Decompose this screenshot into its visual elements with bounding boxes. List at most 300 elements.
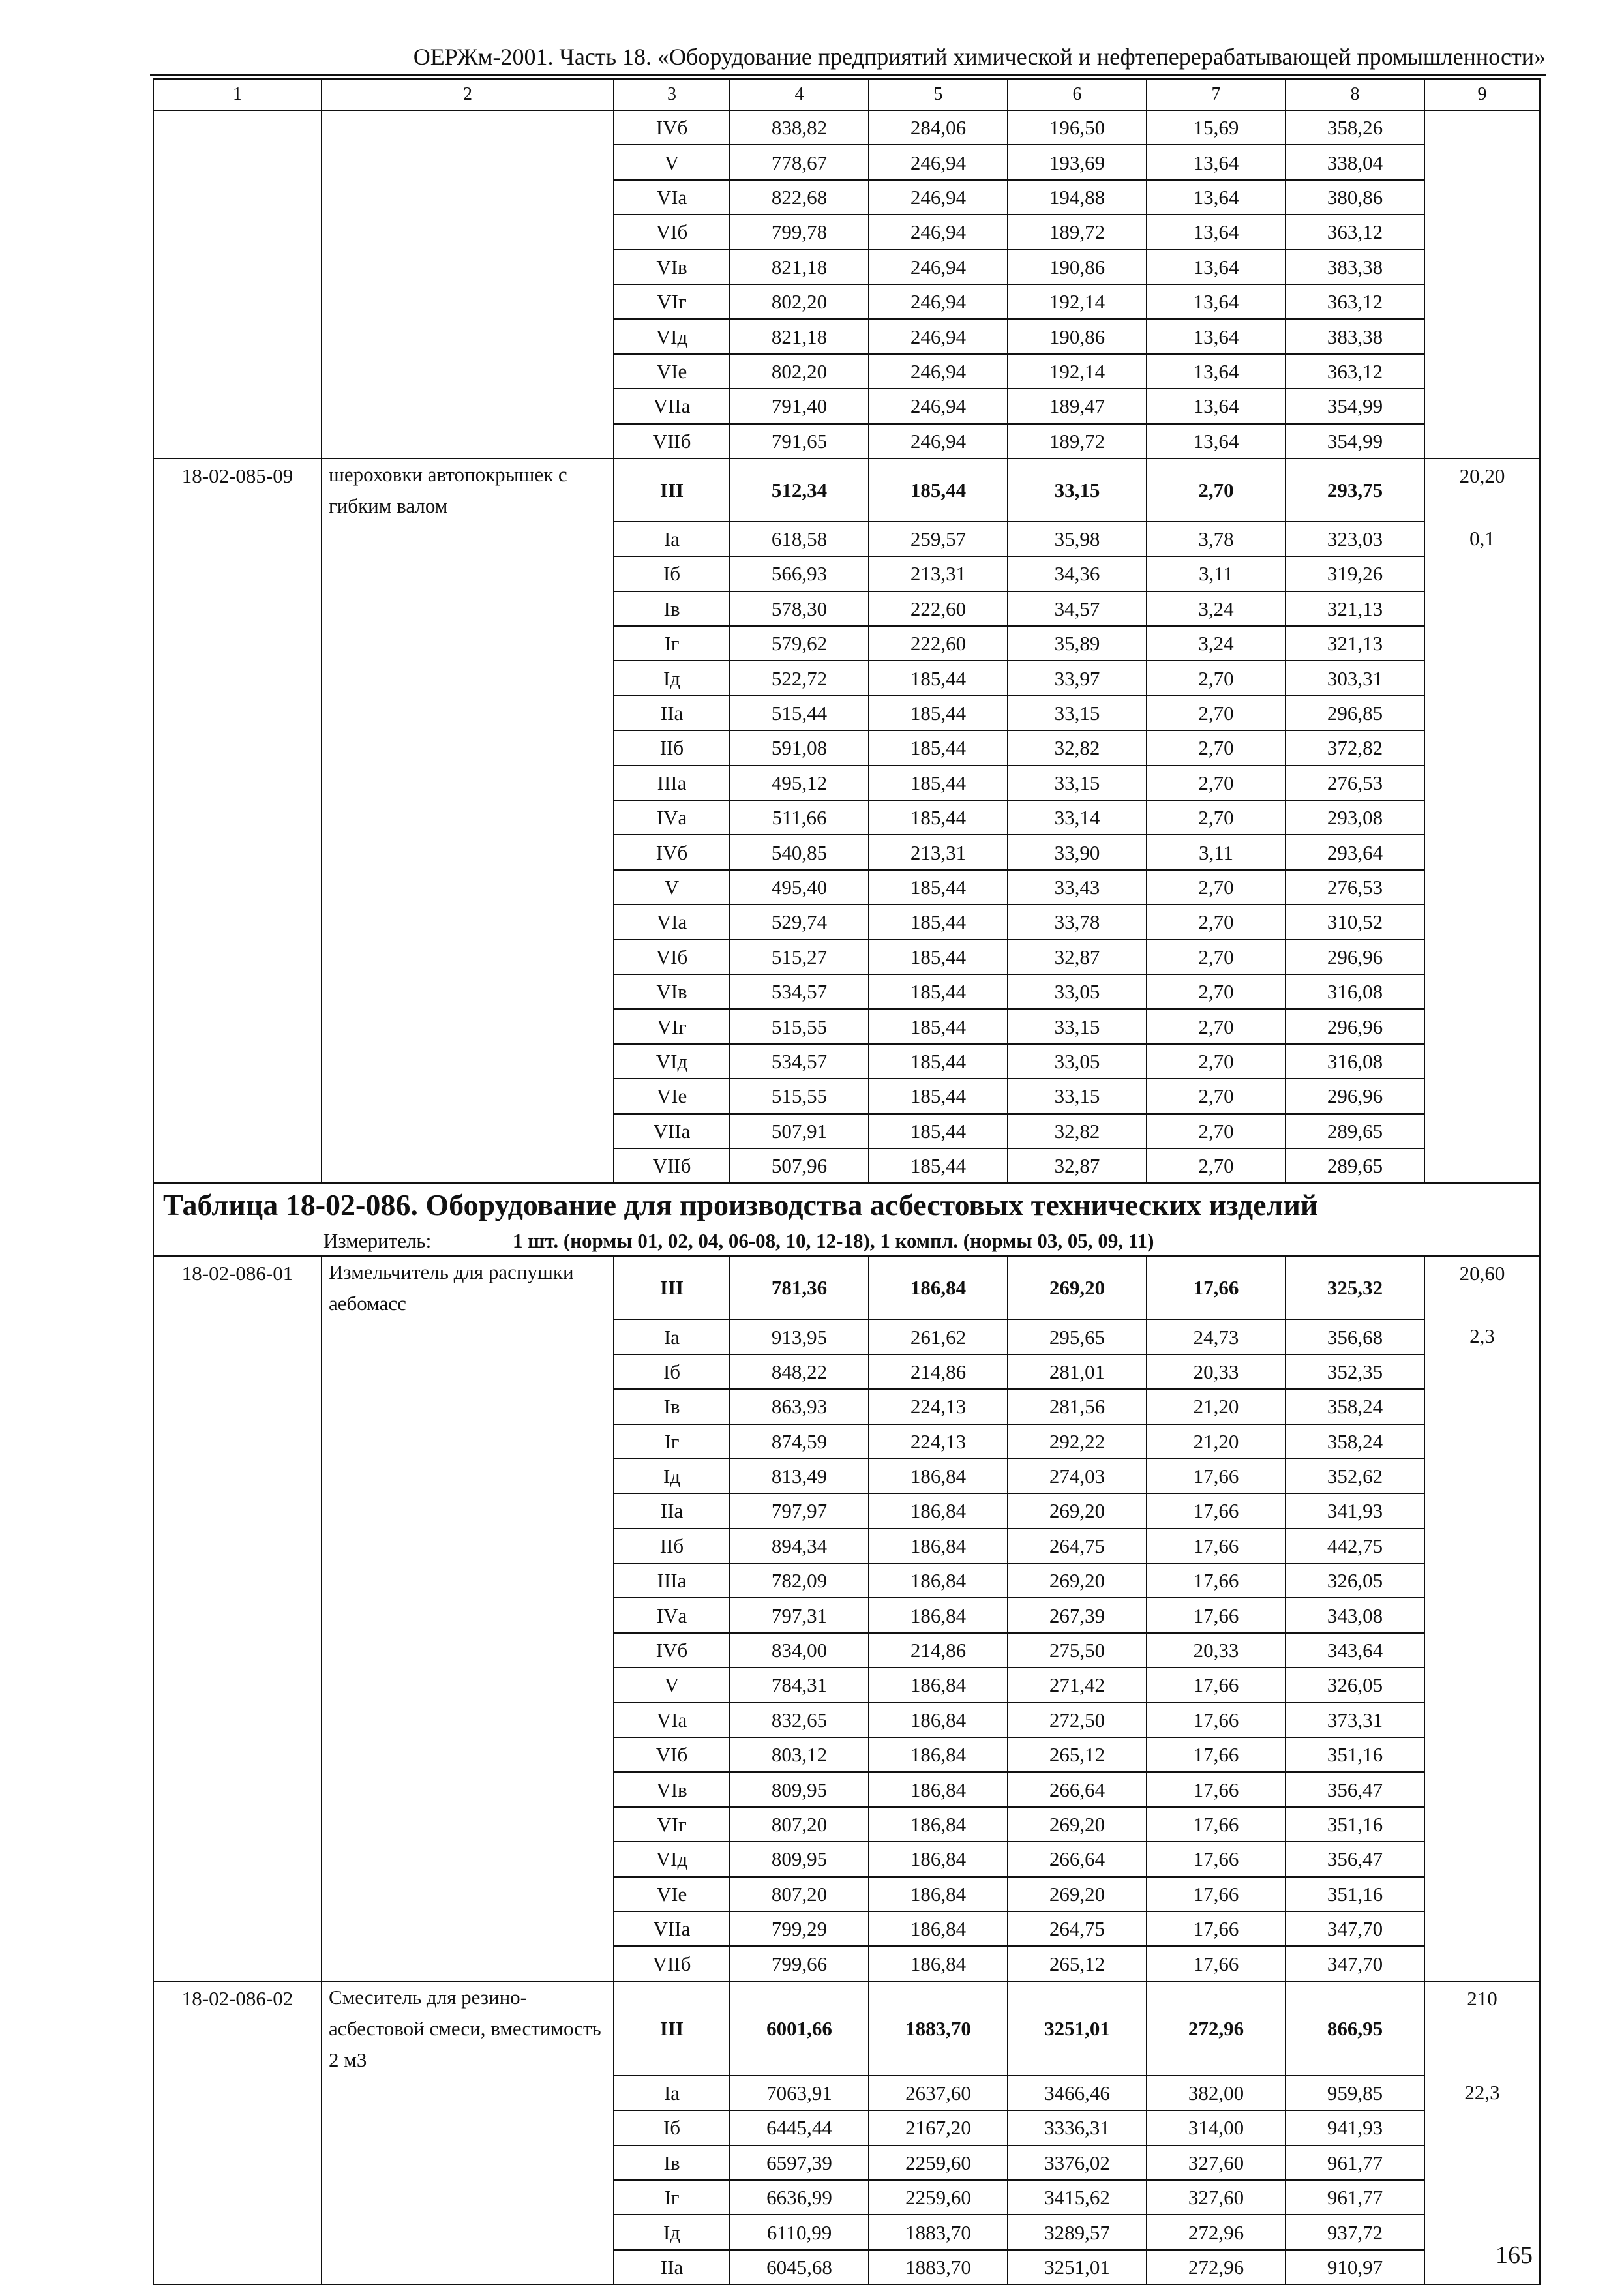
norm-value: 3289,57 — [1008, 2215, 1147, 2249]
norm-value: 2259,60 — [869, 2180, 1008, 2215]
table-row — [153, 974, 1540, 1009]
norm-description — [322, 2215, 614, 2249]
table-row — [153, 145, 1540, 179]
norm-value: 186,84 — [869, 1737, 1008, 1772]
norm-value: 341,93 — [1286, 1493, 1424, 1528]
norm-value: 13,64 — [1147, 250, 1286, 284]
norm-description — [322, 180, 614, 215]
norm-value: 2,70 — [1147, 1148, 1286, 1183]
norm-value: 17,66 — [1147, 1772, 1286, 1806]
table-row — [153, 1114, 1540, 1148]
norm-value: 2,70 — [1147, 940, 1286, 974]
norm-code — [153, 1598, 322, 1632]
resource-value — [1424, 696, 1540, 730]
norm-value: 3,78 — [1147, 522, 1286, 556]
table-row — [153, 110, 1540, 145]
norm-code — [153, 661, 322, 695]
resource-value — [1424, 2110, 1540, 2145]
norm-code: 18-02-085-09 — [153, 458, 322, 522]
norm-value: 33,05 — [1008, 974, 1147, 1009]
norm-value: 3,24 — [1147, 626, 1286, 661]
norm-value: 265,12 — [1008, 1946, 1147, 1981]
norm-code — [153, 2076, 322, 2110]
table-row — [153, 2076, 1540, 2110]
norm-value: 185,44 — [869, 730, 1008, 765]
table-row — [153, 766, 1540, 800]
norm-value: 2,70 — [1147, 766, 1286, 800]
norm-description — [322, 626, 614, 661]
norm-value: 32,82 — [1008, 730, 1147, 765]
norm-code — [153, 2146, 322, 2180]
norm-value: 224,13 — [869, 1424, 1008, 1459]
norm-value: 186,84 — [869, 1807, 1008, 1842]
norm-code — [153, 974, 322, 1009]
norm-value: 296,85 — [1286, 696, 1424, 730]
norm-value: 383,38 — [1286, 250, 1424, 284]
table-row — [153, 870, 1540, 905]
norm-description — [322, 1319, 614, 1354]
norm-value: 186,84 — [869, 1563, 1008, 1598]
table-row — [153, 661, 1540, 695]
region-zone: Iг — [614, 1424, 730, 1459]
resource-value — [1424, 1114, 1540, 1148]
norm-value: 961,77 — [1286, 2146, 1424, 2180]
norm-value: 797,31 — [730, 1598, 869, 1632]
resource-value — [1424, 389, 1540, 423]
resource-value — [1424, 1946, 1540, 1981]
norm-description — [322, 1703, 614, 1737]
norm-value: 326,05 — [1286, 1668, 1424, 1702]
norm-description — [322, 110, 614, 145]
norm-code — [153, 424, 322, 458]
norm-value: 24,73 — [1147, 1319, 1286, 1354]
region-zone: IIа — [614, 696, 730, 730]
resource-value — [1424, 110, 1540, 145]
norm-value: 17,66 — [1147, 1877, 1286, 1911]
measure-cell — [153, 1227, 1540, 1256]
norm-code — [153, 1946, 322, 1981]
norm-value: 2,70 — [1147, 1079, 1286, 1113]
norm-code — [153, 1737, 322, 1772]
norm-value: 838,82 — [730, 110, 869, 145]
norm-value: 246,94 — [869, 319, 1008, 353]
norm-value: 863,93 — [730, 1389, 869, 1424]
norm-description — [322, 2146, 614, 2180]
norm-value: 185,44 — [869, 870, 1008, 905]
norm-description — [322, 1148, 614, 1183]
norm-value: 33,14 — [1008, 800, 1147, 835]
table-row — [153, 389, 1540, 423]
norm-value: 2,70 — [1147, 730, 1286, 765]
norm-code — [153, 284, 322, 319]
table-row — [153, 626, 1540, 661]
norm-value: 356,68 — [1286, 1319, 1424, 1354]
region-zone: Iа — [614, 2076, 730, 2110]
norm-description — [322, 284, 614, 319]
norm-value: 35,98 — [1008, 522, 1147, 556]
region-zone: VIб — [614, 1737, 730, 1772]
norm-value: 33,15 — [1008, 1009, 1147, 1043]
norm-value: 186,84 — [869, 1529, 1008, 1563]
region-zone: V — [614, 870, 730, 905]
norm-value: 214,86 — [869, 1633, 1008, 1668]
resource-value — [1424, 1354, 1540, 1389]
table-row — [153, 458, 1540, 522]
norm-value: 261,62 — [869, 1319, 1008, 1354]
table-row — [153, 1529, 1540, 1563]
norms-table — [153, 78, 1541, 2285]
table-row — [153, 1389, 1540, 1424]
norm-code — [153, 2215, 322, 2249]
region-zone: VIв — [614, 250, 730, 284]
resource-value — [1424, 1911, 1540, 1946]
region-zone: V — [614, 145, 730, 179]
norm-value: 782,09 — [730, 1563, 869, 1598]
region-zone: VIд — [614, 1842, 730, 1876]
norm-value: 2259,60 — [869, 2146, 1008, 2180]
norm-value: 17,66 — [1147, 1668, 1286, 1702]
norm-value: 13,64 — [1147, 284, 1286, 319]
norm-description — [322, 1114, 614, 1148]
norm-code — [153, 180, 322, 215]
resource-value — [1424, 1389, 1540, 1424]
table-row — [153, 1911, 1540, 1946]
norm-code — [153, 1493, 322, 1528]
norm-value: 319,26 — [1286, 556, 1424, 591]
norm-value: 813,49 — [730, 1459, 869, 1493]
norm-value: 781,36 — [730, 1256, 869, 1319]
table-row — [153, 180, 1540, 215]
region-zone: IIб — [614, 730, 730, 765]
norm-value: 321,13 — [1286, 591, 1424, 626]
norm-value: 276,53 — [1286, 766, 1424, 800]
norm-description — [322, 696, 614, 730]
norm-value: 185,44 — [869, 974, 1008, 1009]
norm-value: 186,84 — [869, 1459, 1008, 1493]
norm-value: 959,85 — [1286, 2076, 1424, 2110]
measure-label: Измеритель: — [323, 1229, 432, 1253]
norm-value: 913,95 — [730, 1319, 869, 1354]
norm-value: 190,86 — [1008, 250, 1147, 284]
table-row — [153, 1354, 1540, 1389]
norm-value: 274,03 — [1008, 1459, 1147, 1493]
norm-value: 33,15 — [1008, 458, 1147, 522]
norm-code — [153, 1563, 322, 1598]
norm-value: 303,31 — [1286, 661, 1424, 695]
norm-value: 3,11 — [1147, 835, 1286, 869]
norm-value: 296,96 — [1286, 1009, 1424, 1043]
norm-value: 507,96 — [730, 1148, 869, 1183]
norm-value: 295,65 — [1008, 1319, 1147, 1354]
norm-code — [153, 145, 322, 179]
region-zone: VIа — [614, 1703, 730, 1737]
norm-value: 3251,01 — [1008, 2250, 1147, 2284]
region-zone: Iд — [614, 2215, 730, 2249]
norm-value: 17,66 — [1147, 1493, 1286, 1528]
norm-value: 189,72 — [1008, 424, 1147, 458]
norm-value: 33,43 — [1008, 870, 1147, 905]
norm-value: 1883,70 — [869, 2250, 1008, 2284]
table-row — [153, 354, 1540, 389]
resource-value — [1424, 766, 1540, 800]
norm-value: 17,66 — [1147, 1529, 1286, 1563]
norm-value: 33,78 — [1008, 905, 1147, 939]
norm-description — [322, 1354, 614, 1389]
resource-value — [1424, 870, 1540, 905]
norm-value: 17,66 — [1147, 1842, 1286, 1876]
norm-value: 515,27 — [730, 940, 869, 974]
norm-value: 363,12 — [1286, 215, 1424, 249]
resource-value — [1424, 1148, 1540, 1183]
norm-code — [153, 2250, 322, 2284]
norm-value: 13,64 — [1147, 424, 1286, 458]
table-row — [153, 250, 1540, 284]
norm-value: 799,78 — [730, 215, 869, 249]
norm-value: 13,64 — [1147, 180, 1286, 215]
norm-value: 354,99 — [1286, 424, 1424, 458]
norm-code — [153, 1668, 322, 1702]
norm-value: 351,16 — [1286, 1737, 1424, 1772]
resource-value — [1424, 2180, 1540, 2215]
norm-value: 2,70 — [1147, 800, 1286, 835]
norm-value: 269,20 — [1008, 1493, 1147, 1528]
table-row — [153, 905, 1540, 939]
norm-value: 2637,60 — [869, 2076, 1008, 2110]
region-zone: Iд — [614, 661, 730, 695]
norm-value: 6045,68 — [730, 2250, 869, 2284]
norm-value: 2,70 — [1147, 974, 1286, 1009]
norm-code — [153, 2110, 322, 2145]
table-row — [153, 1148, 1540, 1183]
norm-description — [322, 1079, 614, 1113]
norm-description — [322, 2250, 614, 2284]
region-zone: VIб — [614, 940, 730, 974]
norm-value: 495,40 — [730, 870, 869, 905]
norm-value: 246,94 — [869, 284, 1008, 319]
norm-value: 272,96 — [1147, 1981, 1286, 2076]
norm-value: 807,20 — [730, 1877, 869, 1911]
norm-description — [322, 835, 614, 869]
norm-value: 3,11 — [1147, 556, 1286, 591]
norm-value: 512,34 — [730, 458, 869, 522]
region-zone: IIIа — [614, 1563, 730, 1598]
region-zone: VIг — [614, 284, 730, 319]
norm-value: 21,20 — [1147, 1389, 1286, 1424]
table-row — [153, 730, 1540, 765]
norm-value: 3336,31 — [1008, 2110, 1147, 2145]
region-zone: VIе — [614, 354, 730, 389]
norm-value: 2,70 — [1147, 1009, 1286, 1043]
norm-value: 937,72 — [1286, 2215, 1424, 2249]
norm-value: 507,91 — [730, 1114, 869, 1148]
norm-value: 6636,99 — [730, 2180, 869, 2215]
norm-code — [153, 1529, 322, 1563]
region-zone: III — [614, 458, 730, 522]
norm-value: 803,12 — [730, 1737, 869, 1772]
norm-value: 185,44 — [869, 661, 1008, 695]
table-row — [153, 1079, 1540, 1113]
norm-description: шероховки автопокрышек с гибким валом — [322, 458, 614, 522]
norm-value: 6597,39 — [730, 2146, 869, 2180]
norm-value: 807,20 — [730, 1807, 869, 1842]
norm-value: 185,44 — [869, 1114, 1008, 1148]
region-zone: IIа — [614, 1493, 730, 1528]
norm-description — [322, 1842, 614, 1876]
table-row — [153, 2110, 1540, 2145]
resource-value — [1424, 835, 1540, 869]
region-zone: VIд — [614, 319, 730, 353]
norm-value: 515,55 — [730, 1009, 869, 1043]
norm-value: 534,57 — [730, 1044, 869, 1079]
resource-value — [1424, 1009, 1540, 1043]
norm-value: 540,85 — [730, 835, 869, 869]
norm-value: 778,67 — [730, 145, 869, 179]
region-zone: III — [614, 1256, 730, 1319]
region-zone: IVб — [614, 835, 730, 869]
norm-value: 13,64 — [1147, 319, 1286, 353]
norm-code — [153, 522, 322, 556]
norm-value: 373,31 — [1286, 1703, 1424, 1737]
norm-value: 34,36 — [1008, 556, 1147, 591]
table-row — [153, 2146, 1540, 2180]
norm-description — [322, 1807, 614, 1842]
norm-code — [153, 215, 322, 249]
region-zone: IIIа — [614, 766, 730, 800]
norm-value: 2,70 — [1147, 905, 1286, 939]
norm-value: 190,86 — [1008, 319, 1147, 353]
norm-description — [322, 766, 614, 800]
norm-description — [322, 2110, 614, 2145]
resource-value — [1424, 319, 1540, 353]
norm-value: 275,50 — [1008, 1633, 1147, 1668]
page-header: ОЕРЖм-2001. Часть 18. «Оборудование предприятий химической и нефтеперерабатывающей промышленности» — [150, 42, 1546, 76]
resource-value — [1424, 974, 1540, 1009]
norm-value: 618,58 — [730, 522, 869, 556]
norm-value: 264,75 — [1008, 1911, 1147, 1946]
norm-description — [322, 2180, 614, 2215]
norm-value: 33,15 — [1008, 1079, 1147, 1113]
norm-value: 259,57 — [869, 522, 1008, 556]
norm-value: 185,44 — [869, 905, 1008, 939]
norm-value: 33,05 — [1008, 1044, 1147, 1079]
norm-value: 797,97 — [730, 1493, 869, 1528]
resource-value: 22,3 — [1424, 2076, 1540, 2110]
norm-value: 354,99 — [1286, 389, 1424, 423]
norm-value: 522,72 — [730, 661, 869, 695]
region-zone: Iв — [614, 2146, 730, 2180]
norm-value: 186,84 — [869, 1703, 1008, 1737]
norm-value: 17,66 — [1147, 1807, 1286, 1842]
norm-value: 265,12 — [1008, 1737, 1147, 1772]
norm-value: 266,64 — [1008, 1842, 1147, 1876]
norm-code: 18-02-086-01 — [153, 1256, 322, 1319]
norm-description — [322, 800, 614, 835]
resource-value — [1424, 1668, 1540, 1702]
norm-value: 189,72 — [1008, 215, 1147, 249]
norm-value: 196,50 — [1008, 110, 1147, 145]
norm-value: 246,94 — [869, 354, 1008, 389]
resource-value — [1424, 1703, 1540, 1737]
norm-code — [153, 1114, 322, 1148]
norm-description — [322, 145, 614, 179]
norm-value: 192,14 — [1008, 354, 1147, 389]
table-row — [153, 1319, 1540, 1354]
norm-value: 6110,99 — [730, 2215, 869, 2249]
resource-value — [1424, 1563, 1540, 1598]
measure-row — [153, 1227, 1540, 1256]
table-row — [153, 940, 1540, 974]
norm-value: 352,62 — [1286, 1459, 1424, 1493]
norm-value: 579,62 — [730, 626, 869, 661]
norm-value: 34,57 — [1008, 591, 1147, 626]
table-row — [153, 1668, 1540, 1702]
norm-value: 194,88 — [1008, 180, 1147, 215]
norm-code — [153, 354, 322, 389]
norm-value: 799,66 — [730, 1946, 869, 1981]
norm-value: 874,59 — [730, 1424, 869, 1459]
norm-value: 17,66 — [1147, 1703, 1286, 1737]
norm-value: 821,18 — [730, 250, 869, 284]
norm-value: 246,94 — [869, 250, 1008, 284]
resource-value — [1424, 145, 1540, 179]
resource-value — [1424, 1842, 1540, 1876]
norm-value: 186,84 — [869, 1256, 1008, 1319]
norm-value: 1883,70 — [869, 2215, 1008, 2249]
norm-value: 32,87 — [1008, 1148, 1147, 1183]
measure-value: 1 шт. (нормы 01, 02, 04, 06-08, 10, 12-18), 1 компл. (нормы 03, 05, 09, 11) — [513, 1229, 1154, 1253]
norm-value: 193,69 — [1008, 145, 1147, 179]
norm-value: 511,66 — [730, 800, 869, 835]
column-number: 4 — [730, 79, 869, 110]
norm-value: 17,66 — [1147, 1911, 1286, 1946]
norm-value: 17,66 — [1147, 1459, 1286, 1493]
norm-value: 7063,91 — [730, 2076, 869, 2110]
norm-value: 185,44 — [869, 458, 1008, 522]
norm-description — [322, 1424, 614, 1459]
norm-value: 272,96 — [1147, 2250, 1286, 2284]
resource-value: 2,3 — [1424, 1319, 1540, 1354]
resource-value — [1424, 905, 1540, 939]
norm-value: 515,44 — [730, 696, 869, 730]
resource-value — [1424, 730, 1540, 765]
table-row — [153, 1877, 1540, 1911]
norm-value: 848,22 — [730, 1354, 869, 1389]
resource-value — [1424, 1598, 1540, 1632]
norm-code — [153, 1633, 322, 1668]
norm-value: 442,75 — [1286, 1529, 1424, 1563]
norm-code — [153, 250, 322, 284]
norm-value: 2,70 — [1147, 458, 1286, 522]
norm-code — [153, 591, 322, 626]
column-number: 2 — [322, 79, 614, 110]
norm-value: 363,12 — [1286, 284, 1424, 319]
norm-description — [322, 556, 614, 591]
table-row — [153, 1256, 1540, 1319]
norm-value: 289,65 — [1286, 1148, 1424, 1183]
region-zone: VIIб — [614, 1148, 730, 1183]
norm-code — [153, 1009, 322, 1043]
norm-value: 246,94 — [869, 215, 1008, 249]
resource-value — [1424, 591, 1540, 626]
norm-value: 809,95 — [730, 1842, 869, 1876]
column-number: 6 — [1008, 79, 1147, 110]
resource-value — [1424, 2146, 1540, 2180]
norm-value: 809,95 — [730, 1772, 869, 1806]
norm-description — [322, 730, 614, 765]
norm-value: 3376,02 — [1008, 2146, 1147, 2180]
norm-code — [153, 1877, 322, 1911]
norm-code — [153, 626, 322, 661]
